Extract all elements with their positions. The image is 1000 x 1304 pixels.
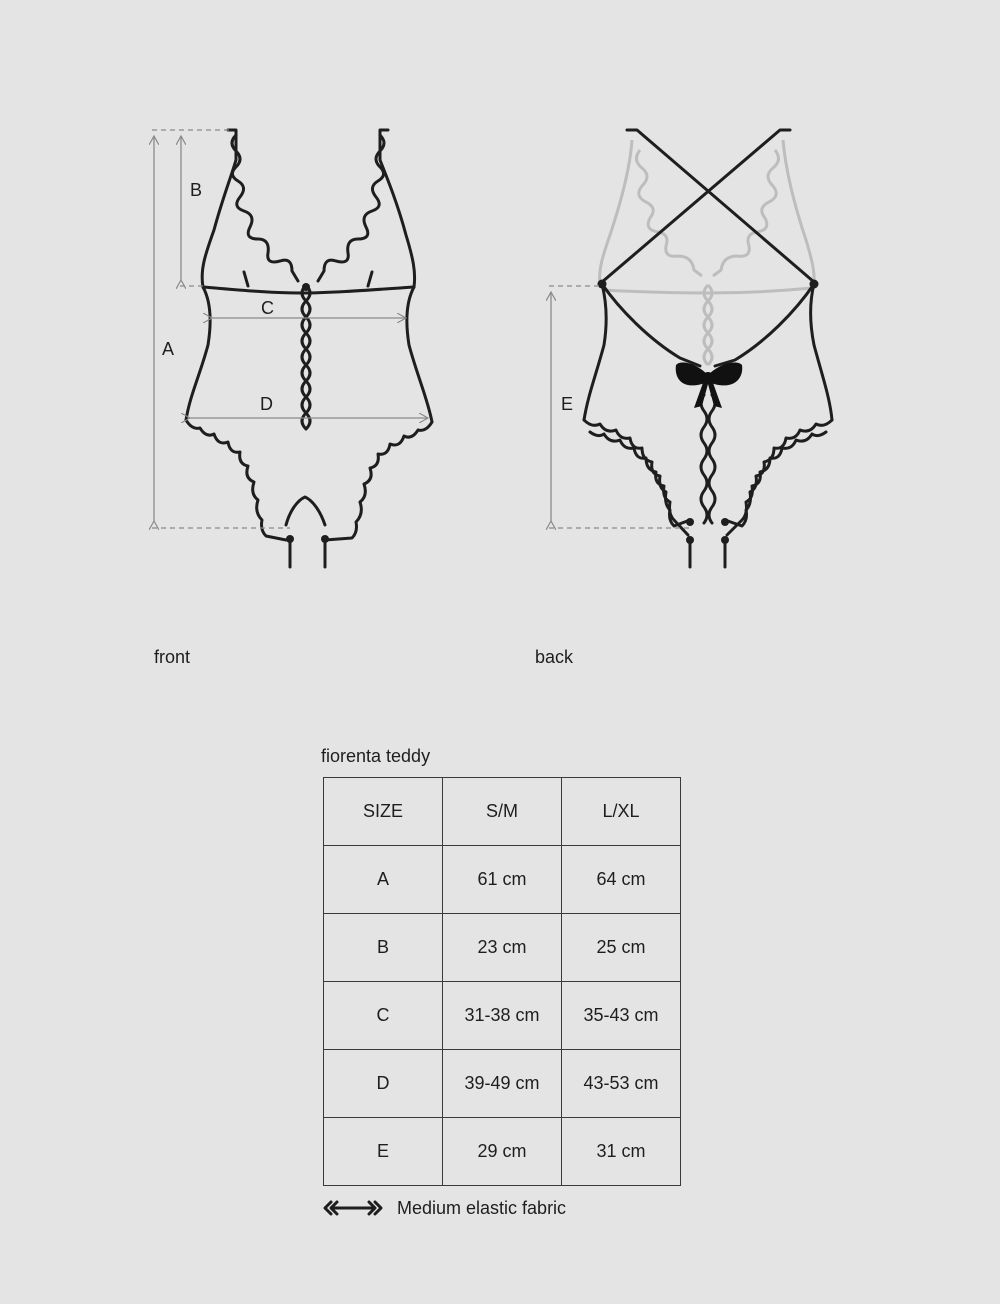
elastic-arrows-icon [323,1200,383,1216]
fabric-note-text: Medium elastic fabric [397,1198,567,1218]
table-cell: B [324,914,443,982]
measure-label-e: E [561,394,574,414]
table-cell: 39-49 cm [443,1050,562,1118]
header-cell: L/XL [562,778,681,846]
table-row [324,982,681,1050]
table-cell: 43-53 cm [562,1050,681,1118]
measure-label-b: B [190,180,203,200]
table-cell: E [324,1118,443,1186]
table-cell: A [324,846,443,914]
back-view-label: back [535,647,574,667]
table-row [324,914,681,982]
header-cell: S/M [443,778,562,846]
header-cell: SIZE [324,778,443,846]
table-cell: D [324,1050,443,1118]
table-cell: C [324,982,443,1050]
table-row [324,1118,681,1186]
table-row [324,846,681,914]
back-ghost-outline [600,140,815,365]
table-cell: 25 cm [562,914,681,982]
measure-label-c: C [261,298,274,318]
bow-icon [676,362,743,408]
table-cell: 35-43 cm [562,982,681,1050]
table-cell: 23 cm [443,914,562,982]
table-cell: 61 cm [443,846,562,914]
measure-label-d: D [260,394,273,414]
front-view-label: front [154,647,191,667]
table-header-row [324,778,681,846]
size-chart-table [323,777,681,1186]
table-cell: 64 cm [562,846,681,914]
table-cell: 31 cm [562,1118,681,1186]
table-row [324,1050,681,1118]
table-cell: 31-38 cm [443,982,562,1050]
product-name: fiorenta teddy [321,746,431,766]
measure-label-a: A [162,339,175,359]
table-cell: 29 cm [443,1118,562,1186]
front-garment [186,130,432,567]
